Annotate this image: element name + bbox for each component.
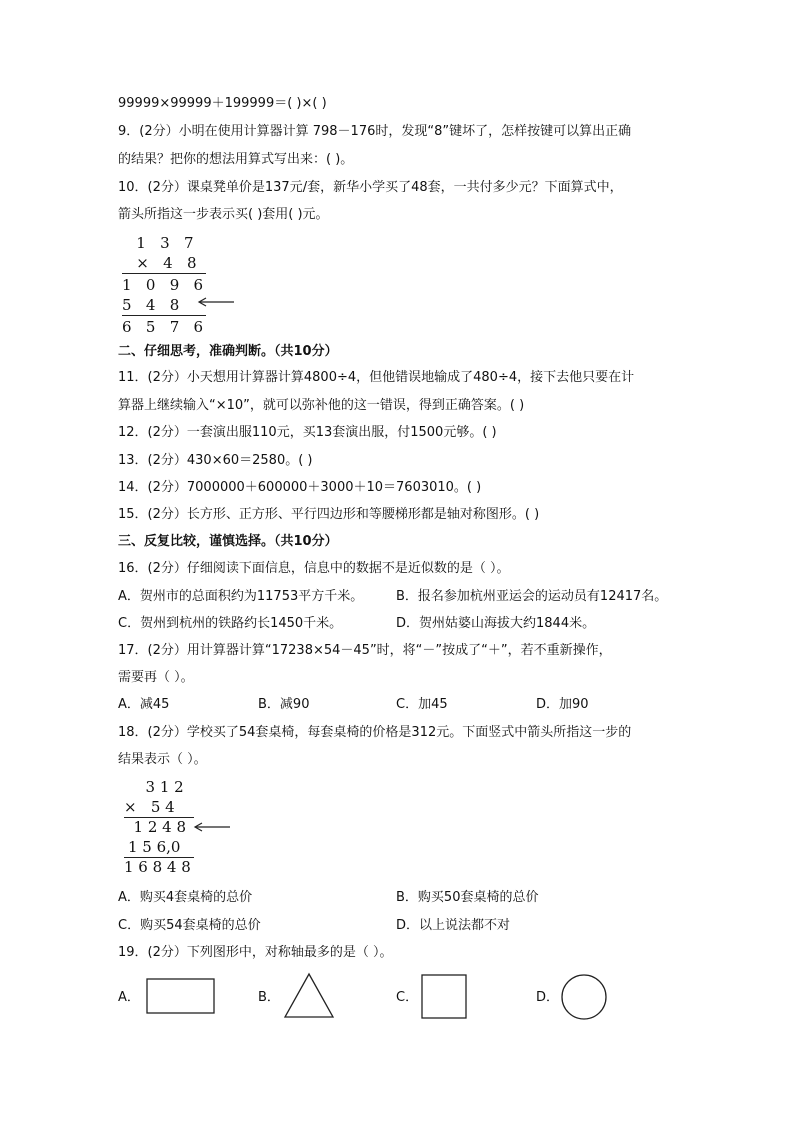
calc-rule-2 — [122, 315, 206, 316]
calc-row-multiplier: × 5 4 — [124, 798, 175, 816]
question-9-line-1: 9．(2分）小明在使用计算器计算 798－176时，发现“8”键坏了，怎样按键可以算出正确 — [118, 124, 632, 139]
calc-row-multiplicand: 1 3 7 — [122, 234, 194, 252]
question-17-line-2: 需要再（ ）。 — [118, 670, 194, 685]
question-18-line-1: 18．(2分）学校买了54套桌椅，每套桌椅的价格是312元。下面竖式中箭头所指这一步的 — [118, 725, 632, 740]
q17-option-c[interactable]: C．加45 — [396, 697, 448, 712]
question-10-line-1: 10．(2分）课桌凳单价是137元/套，新华小学买了48套，一共付多少元？下面算式中， — [118, 180, 623, 195]
q16-option-a[interactable]: A．贺州市的总面积约为11753平方千米。 — [118, 589, 364, 604]
q18-option-c[interactable]: C．购买54套桌椅的总价 — [118, 918, 261, 933]
q18-option-b[interactable]: B．购买50套桌椅的总价 — [396, 890, 539, 905]
question-18-line-2: 结果表示（ ）。 — [118, 752, 207, 767]
question-16: 16．(2分）仔细阅读下面信息，信息中的数据不是近似数的是（ ）。 — [118, 561, 510, 576]
question-9-line-2: 的结果？把你的想法用算式写出来：( )。 — [118, 152, 354, 167]
triangle-shape — [283, 972, 335, 1020]
line-multiplication-blank: 99999×99999＋199999＝( )×( ) — [118, 96, 327, 111]
question-19: 19．(2分）下列图形中，对称轴最多的是（ ）。 — [118, 945, 393, 960]
q19-option-d-label[interactable]: D． — [536, 990, 560, 1005]
q19-option-b-label[interactable]: B． — [258, 990, 280, 1005]
section-3-heading: 三、反复比较，谨慎选择。（共10分） — [118, 534, 338, 549]
question-13: 13．(2分）430×60＝2580。( ) — [118, 453, 313, 468]
q16-option-c[interactable]: C．贺州到杭州的铁路约长1450千米。 — [118, 616, 343, 631]
arrow-left-icon — [196, 296, 236, 308]
question-17-line-1: 17．(2分）用计算器计算“17238×54－45”时，将“－”按成了“＋”，若不重新操作， — [118, 643, 612, 658]
question-11-line-2: 算器上继续输入“×10”，就可以弥补他的这一错误，得到正确答案。( ) — [118, 398, 525, 413]
square-shape — [421, 974, 469, 1020]
calc-row-partial-1: 1 0 9 6 — [122, 276, 204, 294]
section-2-heading: 二、仔细思考，准确判断。（共10分） — [118, 344, 338, 359]
q17-option-a[interactable]: A．减45 — [118, 697, 170, 712]
calc-row-partial-2: 1 5 6,0 — [128, 838, 181, 856]
calc-row-partial-1: 1 2 4 8 — [124, 818, 187, 836]
q18-option-d[interactable]: D．以上说法都不对 — [396, 918, 511, 933]
question-10-vertical-calculation — [122, 234, 252, 334]
calc-row-partial-2: 5 4 8 — [122, 296, 180, 314]
question-15: 15．(2分）长方形、正方形、平行四边形和等腰梯形都是轴对称图形。( ) — [118, 507, 540, 522]
q19-option-c-label[interactable]: C． — [396, 990, 419, 1005]
q16-option-d[interactable]: D．贺州姑婆山海拔大约1844米。 — [396, 616, 596, 631]
question-10-line-2: 箭头所指这一步表示买( )套用( )元。 — [118, 207, 329, 222]
q17-option-b[interactable]: B．减90 — [258, 697, 310, 712]
calc-row-multiplicand: 3 1 2 — [136, 778, 184, 796]
calc-row-multiplier: × 4 8 — [122, 254, 197, 272]
question-11-line-1: 11．(2分）小天想用计算器计算4800÷4，但他错误地输成了480÷4，接下去他只要在计 — [118, 370, 635, 385]
arrow-left-icon — [192, 821, 232, 833]
question-14: 14．(2分）7000000＋600000＋3000＋10＝7603010。( ) — [118, 480, 482, 495]
q17-option-d[interactable]: D．加90 — [536, 697, 589, 712]
question-12: 12．(2分）一套演出服110元，买13套演出服，付1500元够。( ) — [118, 425, 497, 440]
calc-rule-1 — [122, 273, 206, 274]
q19-option-a-label[interactable]: A． — [118, 990, 140, 1005]
q18-option-a[interactable]: A．购买4套桌椅的总价 — [118, 890, 253, 905]
rectangle-shape — [146, 978, 216, 1016]
calc-row-product: 6 5 7 6 — [122, 318, 204, 336]
q16-option-b[interactable]: B．报名参加杭州亚运会的运动员有12417名。 — [396, 589, 668, 604]
calc-row-product: 1 6 8 4 8 — [124, 858, 191, 876]
circle-shape — [560, 973, 608, 1021]
